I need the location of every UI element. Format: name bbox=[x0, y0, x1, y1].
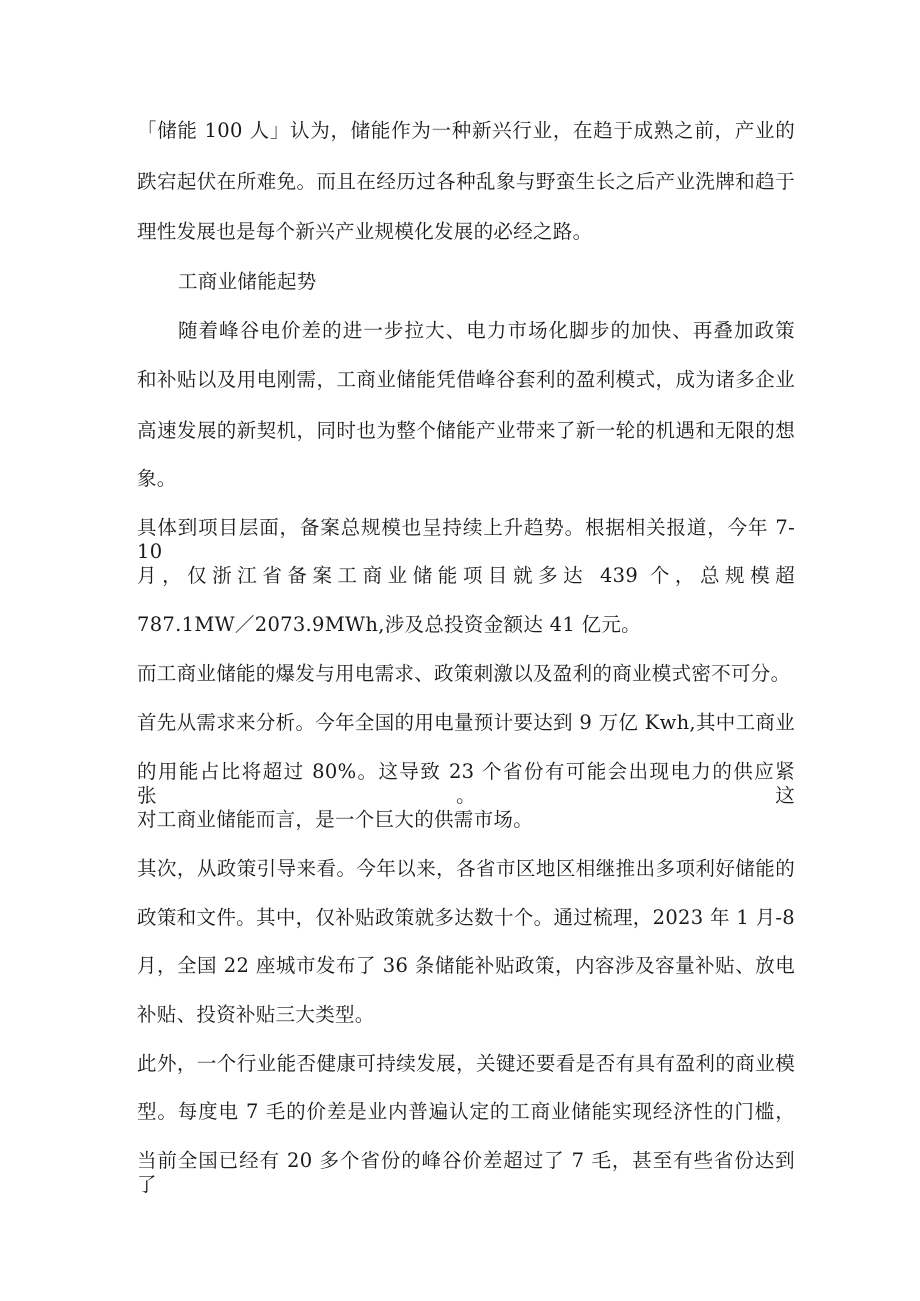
paragraph-7-line-1: 此外，一个行业能否健康可持续发展，关键还要看是否有具有盈利的商业模 bbox=[137, 1052, 795, 1075]
paragraph-4-line-1: 而工商业储能的爆发与用电需求、政策刺激以及盈利的商业模式密不可分。 bbox=[137, 662, 791, 685]
paragraph-6-line-2: 政策和文件。其中，仅补贴政策就多达数十个。通过梳理，2023 年 1 月-8 bbox=[137, 906, 795, 929]
paragraph-2-line-3: 高速发展的新契机，同时也为整个储能产业带来了新一轮的机遇和无限的想 bbox=[137, 419, 795, 442]
paragraph-6-line-1: 其次，从政策引导来看。今年以来，各省市区地区相继推出多项利好储能的 bbox=[137, 857, 795, 880]
paragraph-7-line-3: 当前全国已经有 20 多个省份的峰谷价差超过了 7 毛，甚至有些省份达到了 bbox=[137, 1149, 795, 1196]
paragraph-1-line-1: 「储能 100 人」认为，储能作为一种新兴行业，在趋于成熟之前，产业的 bbox=[137, 119, 795, 142]
paragraph-3-line-1: 具体到项目层面，备案总规模也呈持续上升趋势。根据相关报道，今年 7-10 bbox=[137, 516, 795, 563]
paragraph-3-line-3: 787.1MW／2073.9MWh,涉及总投资金额达 41 亿元。 bbox=[137, 613, 641, 636]
paragraph-6-line-3: 月，全国 22 座城市发布了 36 条储能补贴政策，内容涉及容量补贴、放电 bbox=[137, 954, 795, 977]
paragraph-1-line-2: 跌宕起伏在所难免。而且在经历过各种乱象与野蛮生长之后产业洗牌和趋于 bbox=[137, 170, 795, 193]
paragraph-5-line-3: 对工商业储能而言，是一个巨大的供需市场。 bbox=[137, 808, 534, 831]
paragraph-6-line-4: 补贴、投资补贴三大类型。 bbox=[137, 1003, 375, 1026]
paragraph-3-line-2: 月，仅浙江省备案工商业储能项目就多达 439 个，总规模超 bbox=[137, 564, 795, 587]
paragraph-2-line-4: 象。 bbox=[137, 467, 177, 490]
paragraph-2-line-1: 随着峰谷电价差的进一步拉大、电力市场化脚步的加快、再叠加政策 bbox=[178, 319, 795, 342]
section-heading: 工商业储能起势 bbox=[178, 270, 317, 293]
paragraph-5-line-1: 首先从需求来分析。今年全国的用电量预计要达到 9 万亿 Kwh,其中工商业 bbox=[137, 711, 795, 734]
paragraph-7-line-2: 型。每度电 7 毛的价差是业内普遍认定的工商业储能实现经济性的门槛， bbox=[137, 1100, 795, 1123]
paragraph-1-line-3: 理性发展也是每个新兴产业规模化发展的必经之路。 bbox=[137, 220, 593, 243]
paragraph-5-line-2: 的用能占比将超过 80%。这导致 23 个省份有可能会出现电力的供应紧张。这 bbox=[137, 760, 795, 807]
paragraph-2-line-2: 和补贴以及用电刚需，工商业储能凭借峰谷套利的盈利模式，成为诸多企业 bbox=[137, 368, 795, 391]
